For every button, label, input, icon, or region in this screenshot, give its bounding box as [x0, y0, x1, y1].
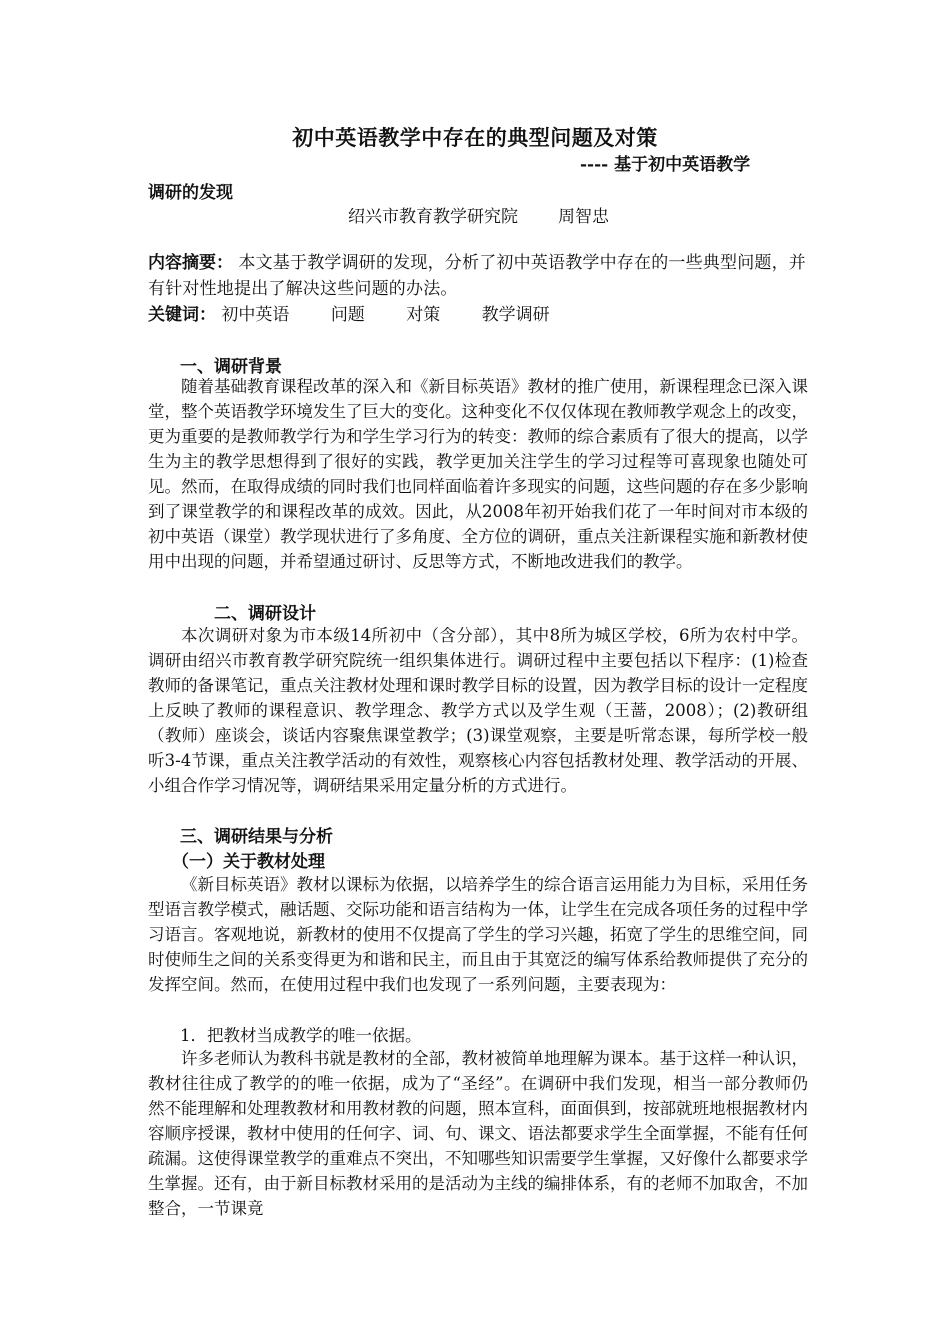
keywords	[148, 300, 586, 325]
keyword: 对策	[406, 305, 441, 325]
affiliation: 绍兴市教育教学研究院	[348, 207, 518, 227]
section-paragraph: 《新目标英语》教材以课标为依据，以培养学生的综合语言运用能力为目标，采用任务型语言教学模式，融话题、交际功能和语言结构为一体，让学生在完成各项任务的过程中学习语言。客观地说，新教材的使用不仅提高了学生的学习兴趣，拓宽了学生的思维空间，同时使师生之间的关系变得更为和谐和民主，而且由于其宽泛的编写体系给教师提供了充分的发挥空间。然而，在使用过程中我们也发现了一系列问题，主要表现为：	[148, 875, 808, 994]
list-item: 1．把教材当成教学的唯一依据。	[180, 1026, 422, 1045]
keyword: 问题	[330, 305, 365, 325]
keyword: 初中英语	[221, 305, 290, 325]
subsection-heading: （一）关于教材处理	[172, 852, 325, 872]
section-heading: 二、调研设计	[214, 604, 316, 624]
paper-title: 初中英语教学中存在的典型问题及对策	[292, 125, 658, 150]
section-paragraph: 本次调研对象为市本级14所初中（含分部），其中8所为城区学校，6所为农村中学。调研由绍兴市教育教学研究院统一组织集体进行。调研过程中主要包括以下程序：(1)检查教师的备课笔记，重点关注教材处理和课时教学目标的设置，因为教学目标的设计一定程度上反映了教师的课程意识、教学理念、教学方式以及学生观（王蔷，2008）；(2)教研组（教师）座谈会，谈话内容聚焦课堂教学；(3)课堂观察，主要是听常态课，每所学校一般听3-4节课，重点关注教学活动的有效性，观察核心内容包括教材处理、教学活动的开展、小组合作学习情况等，调研结果采用定量分析的方式进行。	[148, 626, 808, 795]
author-line	[348, 202, 609, 227]
keywords-label: 关键词：	[148, 305, 216, 325]
abstract	[148, 250, 808, 302]
abstract-text: 本文基于教学调研的发现，分析了初中英语教学中存在的一些典型问题，并有针对性地提出了解决这些问题的办法。	[148, 253, 807, 299]
paper-subtitle-line2: 调研的发现	[148, 183, 233, 203]
author-name: 周智忠	[558, 207, 609, 227]
section-heading: 三、调研结果与分析	[180, 827, 333, 847]
abstract-label: 内容摘要：	[148, 253, 233, 273]
section-heading: 一、调研背景	[180, 357, 282, 377]
section-paragraph: 随着基础教育课程改革的深入和《新目标英语》教材的推广使用，新课程理念已深入课堂，整个英语教学环境发生了巨大的变化。这种变化不仅仅体现在教师教学观念上的改变，更为重要的是教师教学行为和学生学习行为的转变：教师的综合素质有了很大的提高，以学生为主的教学思想得到了很好的实践，教学更加关注学生的学习过程等可喜现象也随处可见。然而，在取得成绩的同时我们也同样面临着许多现实的问题，这些问题的存在多少影响到了课堂教学的和课程改革的成效。因此，从2008年初开始我们花了一年时间对市本级的初中英语（课堂）教学现状进行了多角度、全方位的调研，重点关注新课程实施和新教材使用中出现的问题，并希望通过研讨、反思等方式，不断地改进我们的教学。	[148, 377, 808, 571]
section-paragraph: 许多老师认为教科书就是教材的全部，教材被简单地理解为课本。基于这样一种认识，教材往往成了教学的的唯一依据，成为了“圣经”。在调研中我们发现，相当一部分教师仍然不能理解和处理教教材和用教材教的问题，照本宣科，面面俱到，按部就班地根据教材内容顺序授课，教材中使用的任何字、词、句、课文、语法都要求学生全面掌握，不能有任何疏漏。这使得课堂教学的重难点不突出，不知哪些知识需要学生掌握，又好像什么都要求学生掌握。还有，由于新目标教材采用的是活动为主线的编排体系，有的老师不加取舍，不加整合，一节课竟	[148, 1049, 808, 1218]
paper-subtitle-line1: ---- 基于初中英语教学	[580, 155, 751, 175]
keyword: 教学调研	[481, 305, 550, 325]
